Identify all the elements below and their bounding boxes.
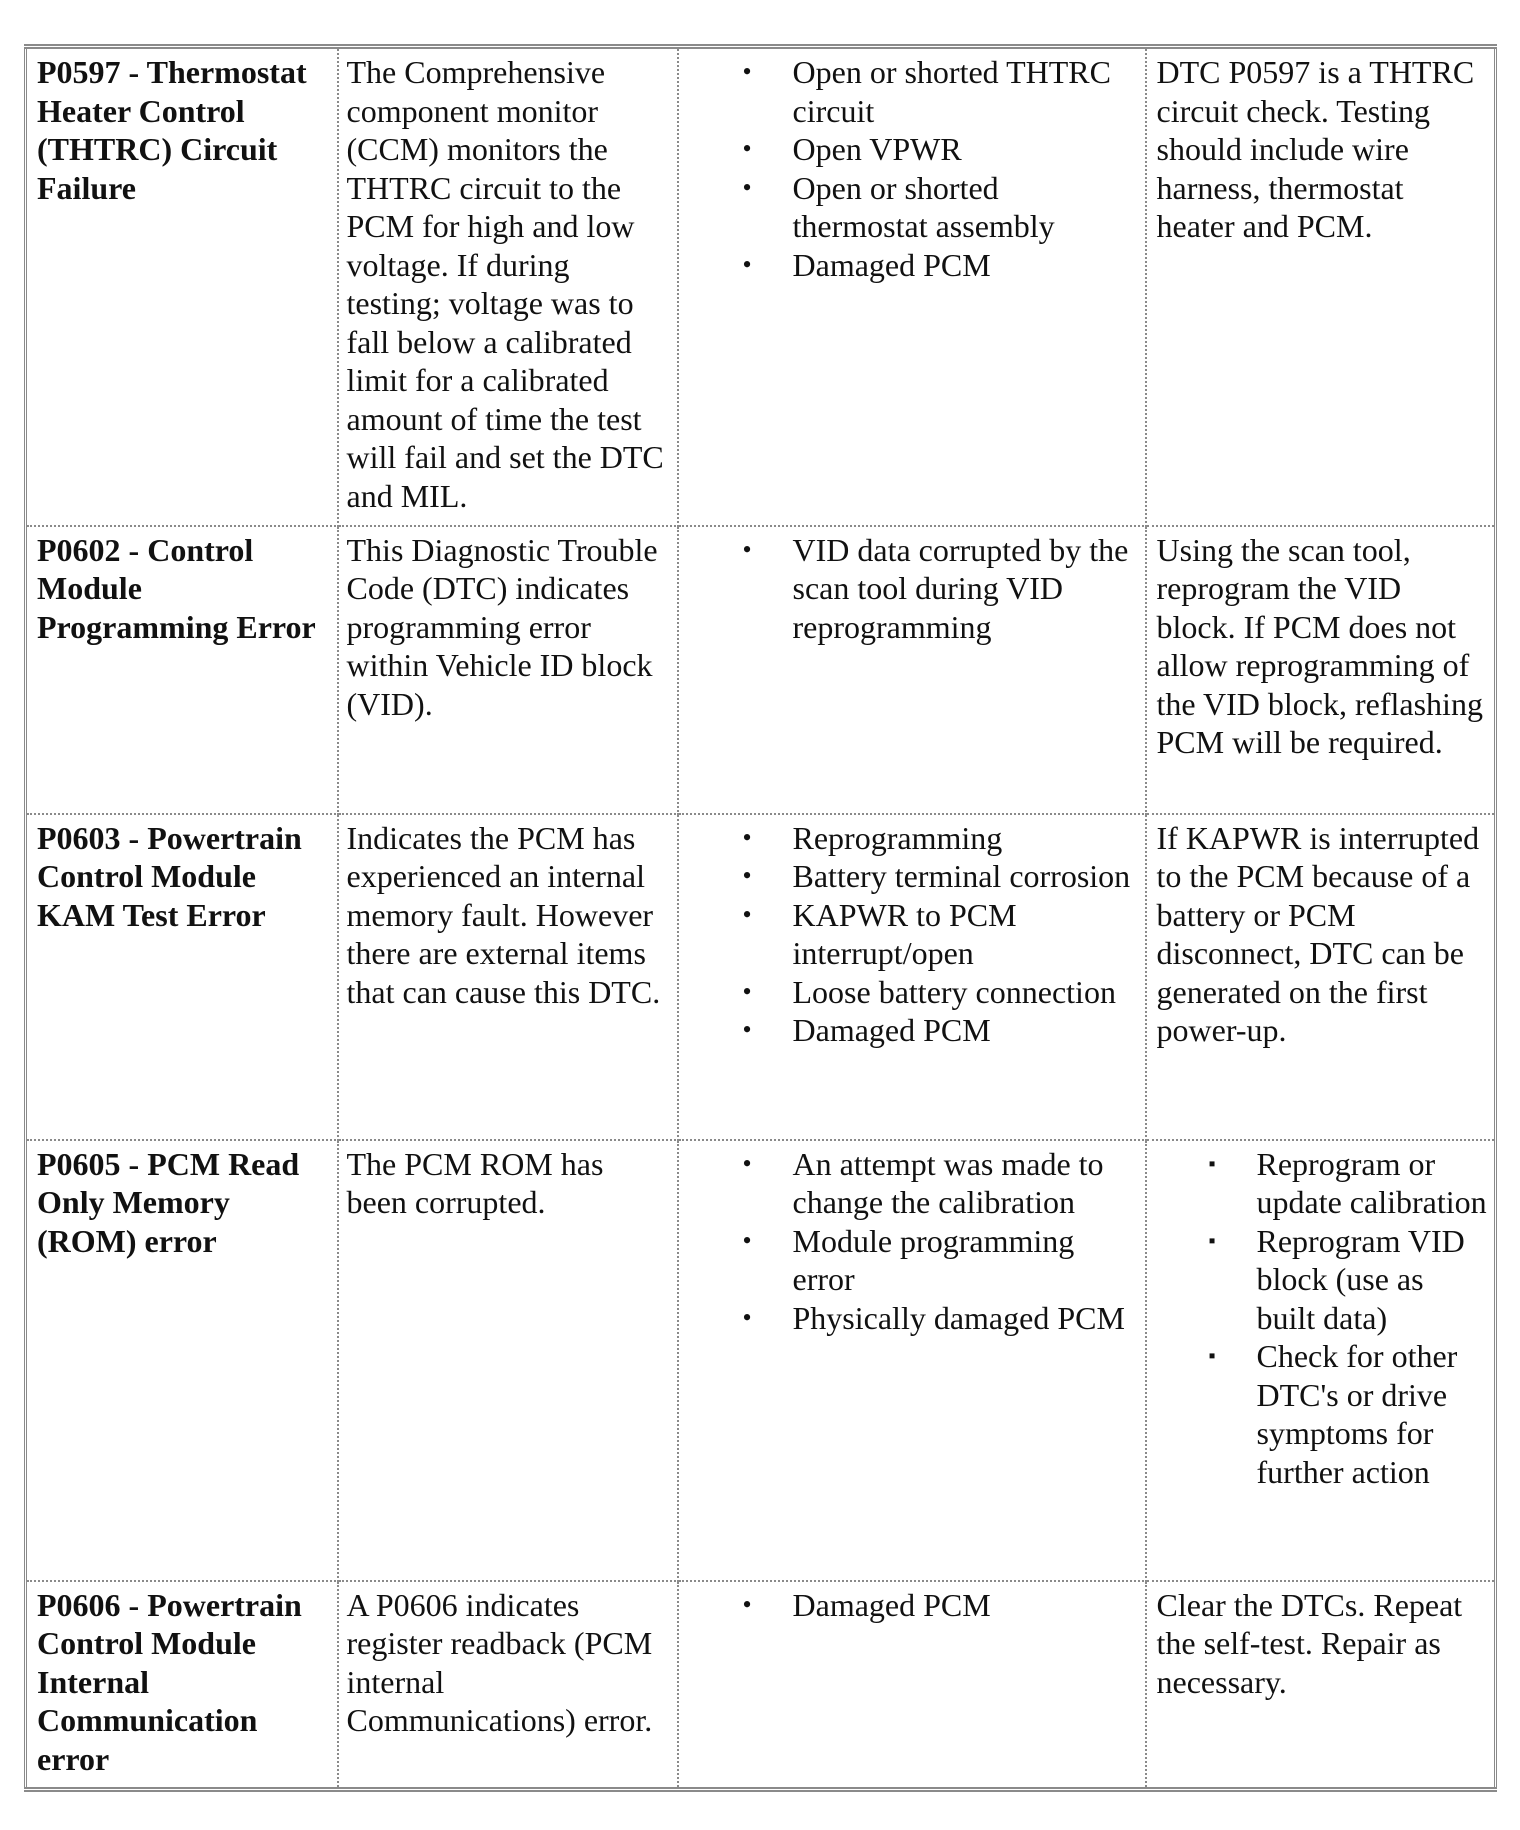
cause-text: Battery terminal corrosion bbox=[792, 858, 1131, 894]
list-item bbox=[689, 53, 1139, 130]
causes-cell bbox=[678, 47, 1146, 526]
bullet-icon: • bbox=[742, 172, 752, 202]
list-item bbox=[689, 169, 1139, 246]
bullet-icon: • bbox=[742, 534, 752, 564]
causes-list bbox=[689, 1145, 1139, 1338]
action-cell: DTC P0597 is a THTRC circuit check. Testing should include wire harness, thermostat heater and PCM. bbox=[1146, 47, 1496, 526]
action-text: Reprogram VID block (use as built data) bbox=[1256, 1222, 1465, 1336]
list-item bbox=[689, 531, 1139, 647]
action-cell: Clear the DTCs. Repeat the self-test. Repair as necessary. bbox=[1146, 1581, 1496, 1790]
list-item bbox=[689, 819, 1139, 858]
list-item bbox=[689, 973, 1139, 1012]
causes-cell bbox=[678, 526, 1146, 814]
dtc-code-cell: P0605 - PCM Read Only Memory (ROM) error bbox=[26, 1140, 338, 1581]
cause-text: VID data corrupted by the scan tool during VID reprogramming bbox=[792, 531, 1129, 645]
bullet-icon: • bbox=[742, 1302, 752, 1332]
dtc-code-cell: P0603 - Powertrain Control Module KAM Test Error bbox=[26, 814, 338, 1140]
table-row bbox=[26, 1581, 1496, 1790]
list-item bbox=[689, 1145, 1139, 1222]
cause-text: Damaged PCM bbox=[792, 1586, 991, 1623]
bullet-icon: • bbox=[742, 976, 752, 1006]
square-bullet-icon: ▪ bbox=[1208, 1229, 1216, 1252]
table-row bbox=[26, 1140, 1496, 1581]
action-text: Check for other DTC's or drive symptoms for further action bbox=[1256, 1338, 1458, 1490]
list-item bbox=[1157, 1337, 1489, 1491]
causes-cell bbox=[678, 814, 1146, 1140]
cause-text: Open or shorted THTRC circuit bbox=[792, 54, 1111, 129]
bullet-icon: • bbox=[742, 1225, 752, 1255]
square-bullet-icon: ▪ bbox=[1208, 1152, 1216, 1175]
causes-cell bbox=[678, 1140, 1146, 1581]
cause-text: Module programming error bbox=[792, 1222, 1075, 1297]
causes-list bbox=[689, 531, 1139, 647]
cause-text: KAPWR to PCM interrupt/open bbox=[792, 896, 1017, 971]
bullet-icon: • bbox=[742, 822, 752, 852]
description-cell: The PCM ROM has been corrupted. bbox=[338, 1140, 678, 1581]
list-item bbox=[1157, 1145, 1489, 1222]
bullet-icon: • bbox=[742, 249, 752, 279]
description-cell: This Diagnostic Trouble Code (DTC) indicates programming error within Vehicle ID block (VID). bbox=[338, 526, 678, 814]
bullet-icon: • bbox=[742, 861, 752, 890]
description-cell: The Comprehensive component monitor (CCM) monitors the THTRC circuit to the PCM for high and low voltage. If during testing; voltage was to fall below a calibrated limit for a calibrated amount of time the test will fail and set the DTC and MIL. bbox=[338, 47, 678, 526]
action-list bbox=[1157, 1145, 1489, 1492]
cause-text: Physically damaged PCM bbox=[792, 1299, 1125, 1336]
cause-text: Loose battery connection bbox=[792, 973, 1116, 1010]
action-text: Reprogram or update calibration bbox=[1256, 1145, 1487, 1220]
causes-list bbox=[689, 53, 1139, 284]
bullet-icon: • bbox=[742, 57, 752, 86]
dtc-code-cell: P0606 - Powertrain Control Module Internal Communication error bbox=[26, 1581, 338, 1790]
action-cell: Using the scan tool, reprogram the VID block. If PCM does not allow reprogramming of the VID block, reflashing PCM will be required. bbox=[1146, 526, 1496, 814]
cause-text: Open or shorted thermostat assembly bbox=[792, 169, 1055, 244]
square-bullet-icon: ▪ bbox=[1208, 1345, 1216, 1367]
bullet-icon: • bbox=[742, 134, 752, 163]
cause-text: An attempt was made to change the calibration bbox=[792, 1145, 1104, 1220]
dtc-code-cell: P0602 - Control Module Programming Error bbox=[26, 526, 338, 814]
dtc-code-cell: P0597 - Thermostat Heater Control (THTRC) Circuit Failure bbox=[26, 47, 338, 526]
list-item bbox=[689, 246, 1139, 285]
causes-list bbox=[689, 1586, 1139, 1625]
list-item bbox=[689, 1011, 1139, 1050]
cause-text: Reprogramming bbox=[792, 819, 1003, 856]
causes-list bbox=[689, 819, 1139, 1050]
list-item bbox=[689, 1586, 1139, 1625]
list-item bbox=[689, 896, 1139, 973]
action-cell bbox=[1146, 1140, 1496, 1581]
bullet-icon: • bbox=[742, 899, 752, 929]
dtc-table bbox=[24, 44, 1497, 1792]
list-item bbox=[689, 1222, 1139, 1299]
description-cell: Indicates the PCM has experienced an internal memory fault. However there are external items that can cause this DTC. bbox=[338, 814, 678, 1140]
cause-text: Damaged PCM bbox=[792, 1012, 991, 1048]
list-item bbox=[689, 1299, 1139, 1338]
description-cell: A P0606 indicates register readback (PCM internal Communications) error. bbox=[338, 1581, 678, 1790]
list-item bbox=[689, 130, 1139, 169]
bullet-icon: • bbox=[742, 1589, 752, 1619]
table-row bbox=[26, 47, 1496, 526]
list-item bbox=[689, 857, 1139, 896]
bullet-icon: • bbox=[742, 1148, 752, 1178]
bullet-icon: • bbox=[742, 1015, 752, 1044]
table-row bbox=[26, 526, 1496, 814]
table-row bbox=[26, 814, 1496, 1140]
cause-text: Damaged PCM bbox=[792, 246, 991, 283]
action-cell: If KAPWR is interrupted to the PCM because of a battery or PCM disconnect, DTC can be generated on the first power-up. bbox=[1146, 814, 1496, 1140]
list-item bbox=[1157, 1222, 1489, 1338]
cause-text: Open VPWR bbox=[792, 131, 962, 167]
causes-cell bbox=[678, 1581, 1146, 1790]
